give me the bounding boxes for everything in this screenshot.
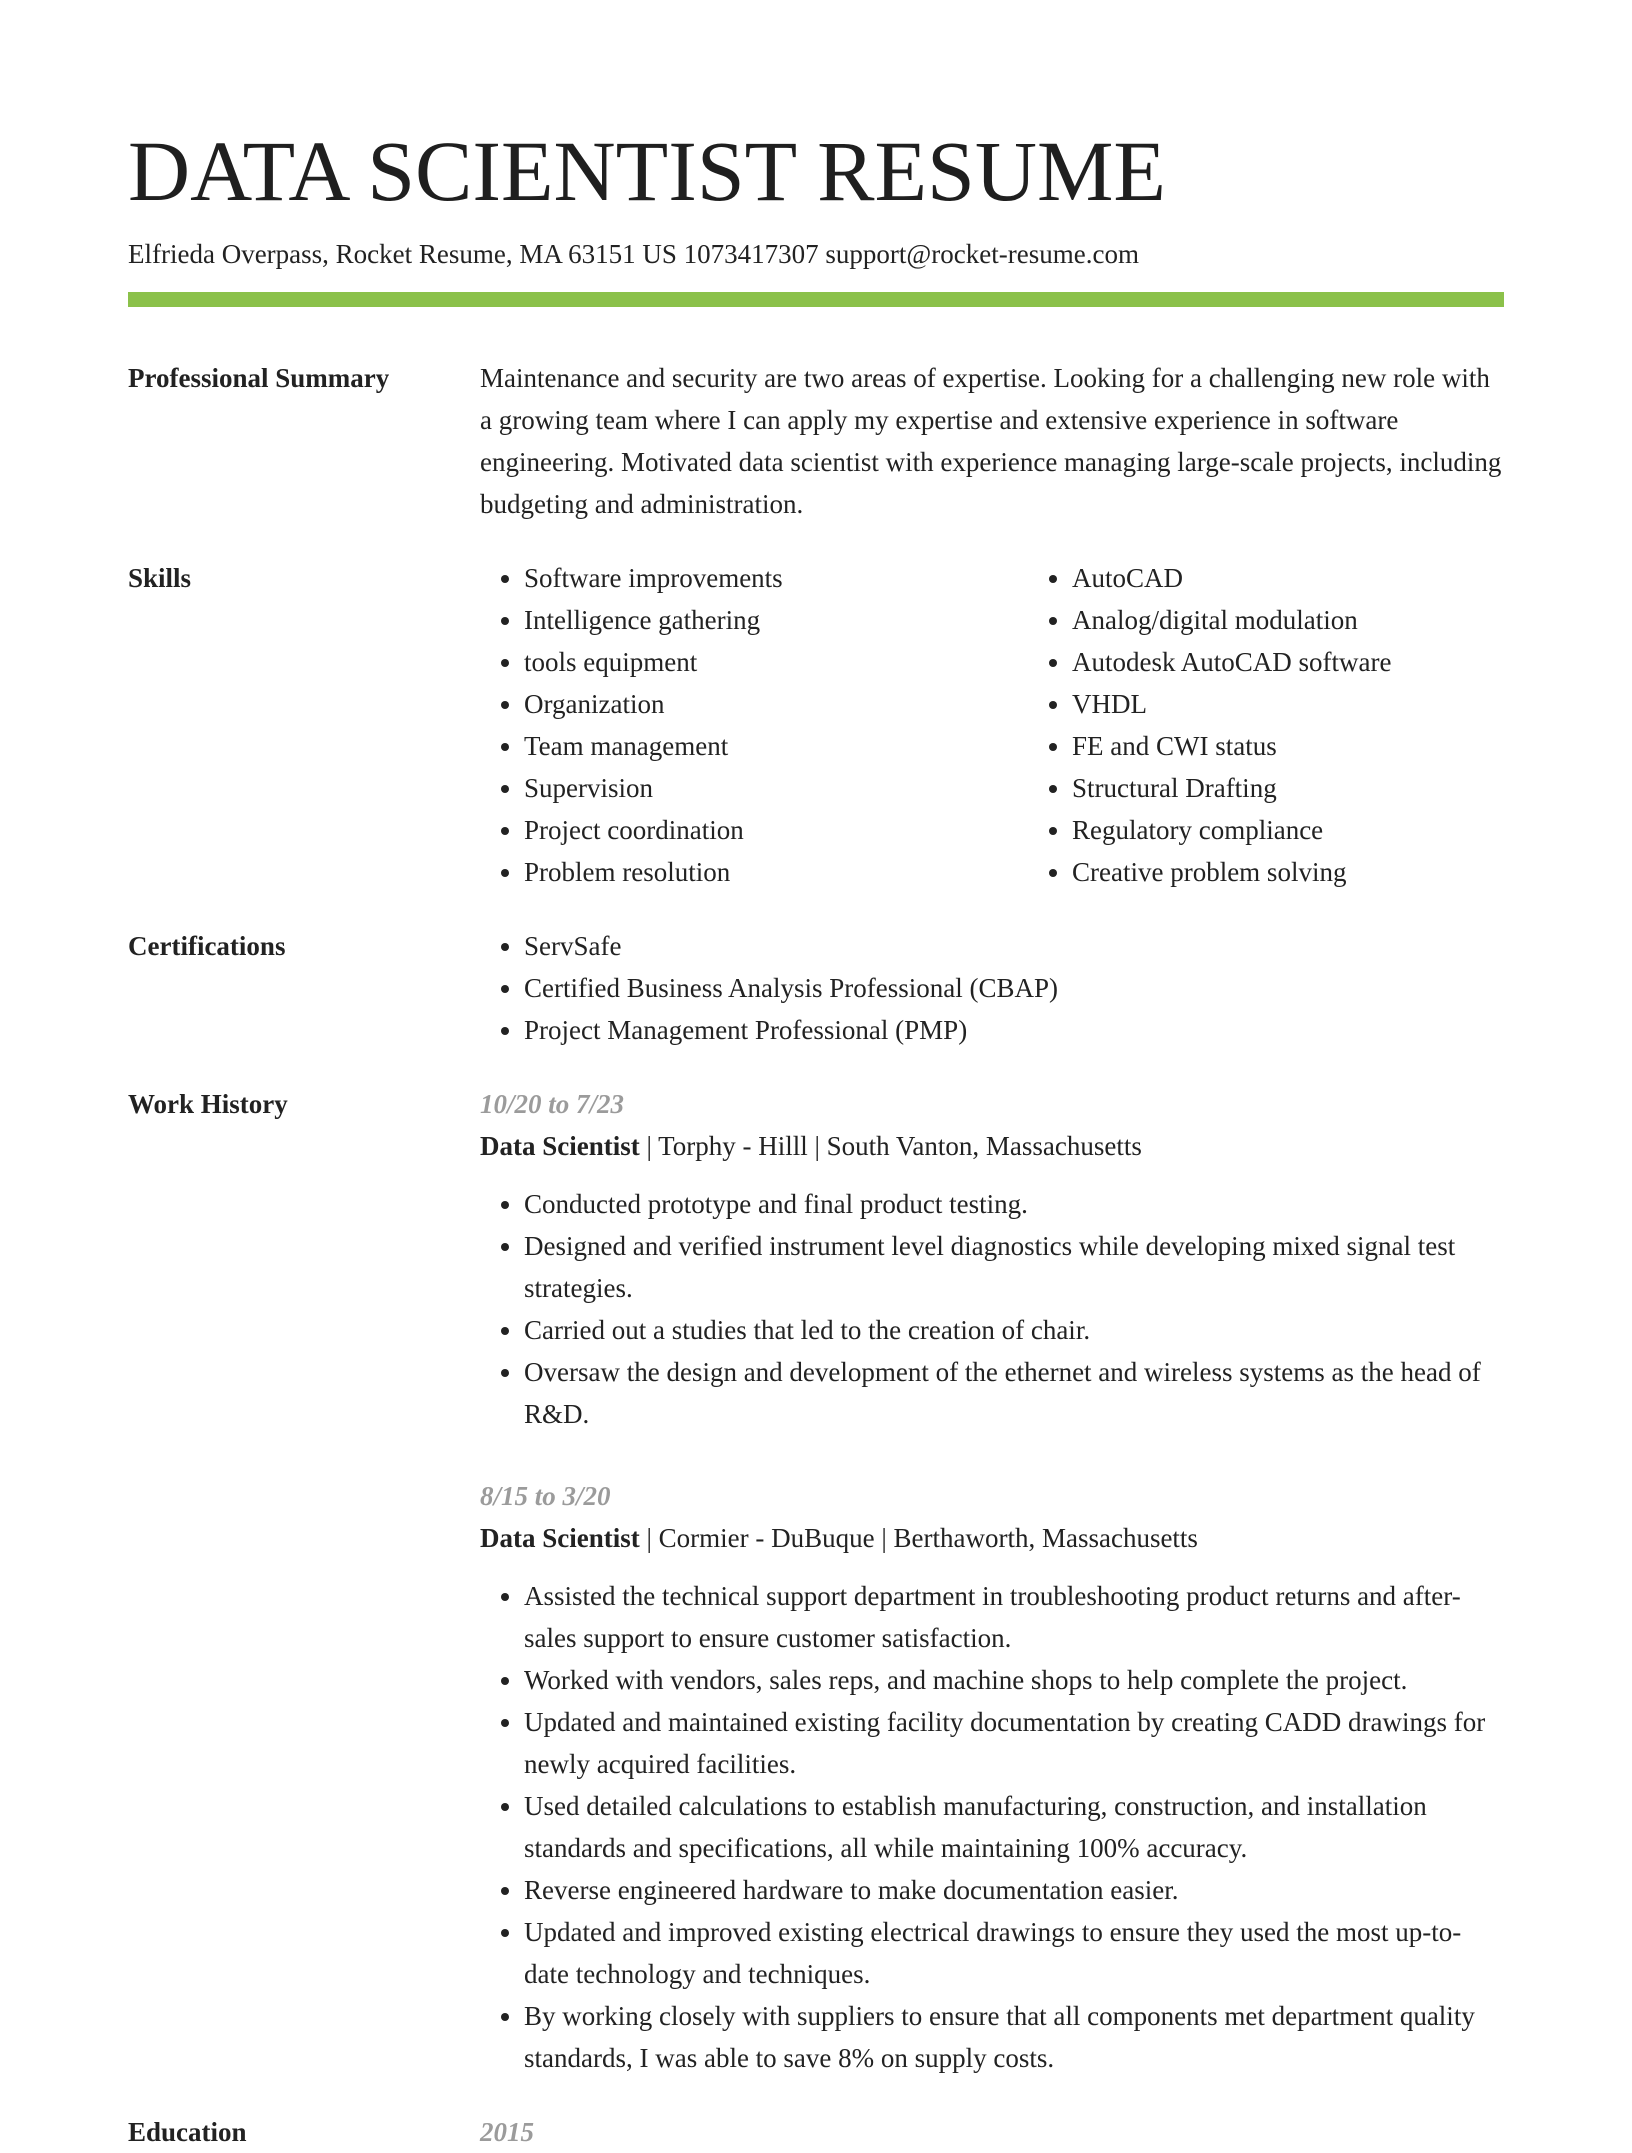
- job-bullet: • By working closely with suppliers to ensure that all components met department quality standards, I was able to save 8% on supply costs.: [524, 1995, 1504, 2079]
- skill-item: • FE and CWI status: [1072, 725, 1576, 767]
- skill-item: • Supervision: [524, 767, 1028, 809]
- job-entry: [480, 1083, 1504, 1435]
- skill-item: • tools equipment: [524, 641, 1028, 683]
- work-heading: Work History: [128, 1089, 288, 1119]
- job-bullet: • Assisted the technical support department in troubleshooting product returns and after-sales support to ensure customer satisfaction.: [524, 1575, 1504, 1659]
- skill-item: • Problem resolution: [524, 851, 1028, 893]
- education-date: 2015: [480, 2117, 534, 2147]
- skill-item: • Creative problem solving: [1072, 851, 1576, 893]
- skill-item: • Software improvements: [524, 557, 1028, 599]
- job-bullet: • Carried out a studies that led to the creation of chair.: [524, 1309, 1504, 1351]
- job-dates: 8/15 to 3/20: [480, 1481, 611, 1511]
- job-bullet: • Updated and maintained existing facility documentation by creating CADD drawings for newly acquired facilities.: [524, 1701, 1504, 1785]
- job-title: Data Scientist: [480, 1523, 640, 1553]
- skill-item: • Structural Drafting: [1072, 767, 1576, 809]
- contact-line: [128, 236, 1504, 272]
- education-heading: Education: [128, 2117, 247, 2147]
- certification-item: • Project Management Professional (PMP): [524, 1009, 1504, 1051]
- certification-item: • ServSafe: [524, 925, 1504, 967]
- contact-email: support@rocket-resume.com: [825, 239, 1139, 269]
- skills-list-left: [480, 557, 1028, 893]
- certifications-section: [128, 925, 1504, 1051]
- contact-address: Rocket Resume, MA 63151 US: [335, 239, 677, 269]
- skill-item: • Intelligence gathering: [524, 599, 1028, 641]
- job-bullets: [480, 1183, 1504, 1435]
- summary-text: Maintenance and security are two areas of expertise. Looking for a challenging new role with a growing team where I can apply my expertise and extensive experience in software engineering. Motivated data scientist with experience managing large-scale projects, including budgeting and administration.: [480, 363, 1502, 519]
- job-title: Data Scientist: [480, 1131, 640, 1161]
- job-bullet: • Oversaw the design and development of the ethernet and wireless systems as the head of R&D.: [524, 1351, 1504, 1435]
- skills-body: [480, 557, 1576, 893]
- skill-item: • Organization: [524, 683, 1028, 725]
- contact-name: Elfrieda Overpass,: [128, 239, 329, 269]
- education-body: [480, 2111, 1504, 2153]
- job-bullet: • Designed and verified instrument level diagnostics while developing mixed signal test strategies.: [524, 1225, 1504, 1309]
- skill-item: • Analog/digital modulation: [1072, 599, 1576, 641]
- contact-phone: 1073417307: [683, 239, 819, 269]
- certifications-list: [480, 925, 1504, 1051]
- accent-divider: [128, 292, 1504, 307]
- work-section: [128, 1083, 1504, 2079]
- education-section: [128, 2111, 1504, 2153]
- job-heading-line: [480, 1517, 1504, 1559]
- skill-item: • Regulatory compliance: [1072, 809, 1576, 851]
- skill-item: • Autodesk AutoCAD software: [1072, 641, 1576, 683]
- skill-item: • VHDL: [1072, 683, 1576, 725]
- certification-item: • Certified Business Analysis Professional (CBAP): [524, 967, 1504, 1009]
- job-bullet: • Reverse engineered hardware to make documentation easier.: [524, 1869, 1504, 1911]
- summary-heading: Professional Summary: [128, 363, 390, 393]
- summary-section: [128, 357, 1504, 525]
- job-company-location: | Torphy - Hilll | South Vanton, Massachusetts: [639, 1131, 1142, 1161]
- job-heading-line: [480, 1125, 1504, 1167]
- certifications-heading: Certifications: [128, 931, 286, 961]
- job-entry: [480, 1475, 1504, 2079]
- job-bullet: • Worked with vendors, sales reps, and machine shops to help complete the project.: [524, 1659, 1504, 1701]
- job-bullet: • Used detailed calculations to establish manufacturing, construction, and installation standards and specifications, all while maintaining 100% accuracy.: [524, 1785, 1504, 1869]
- skill-item: • Project coordination: [524, 809, 1028, 851]
- job-dates: 10/20 to 7/23: [480, 1089, 625, 1119]
- job-company-location: | Cormier - DuBuque | Berthaworth, Massachusetts: [639, 1523, 1198, 1553]
- skills-section: [128, 557, 1504, 893]
- job-bullet: • Updated and improved existing electrical drawings to ensure they used the most up-to-date technology and techniques.: [524, 1911, 1504, 1995]
- skills-list-right: [1028, 557, 1576, 893]
- summary-body: [480, 357, 1504, 525]
- resume-page: [128, 118, 1504, 2153]
- skills-heading: Skills: [128, 563, 192, 593]
- job-bullets: [480, 1575, 1504, 2079]
- skill-item: • Team management: [524, 725, 1028, 767]
- job-bullet: • Conducted prototype and final product testing.: [524, 1183, 1504, 1225]
- resume-title: DATA SCIENTIST RESUME: [128, 123, 1166, 219]
- work-body: [480, 1083, 1504, 2079]
- certifications-body: [480, 925, 1504, 1051]
- skill-item: • AutoCAD: [1072, 557, 1576, 599]
